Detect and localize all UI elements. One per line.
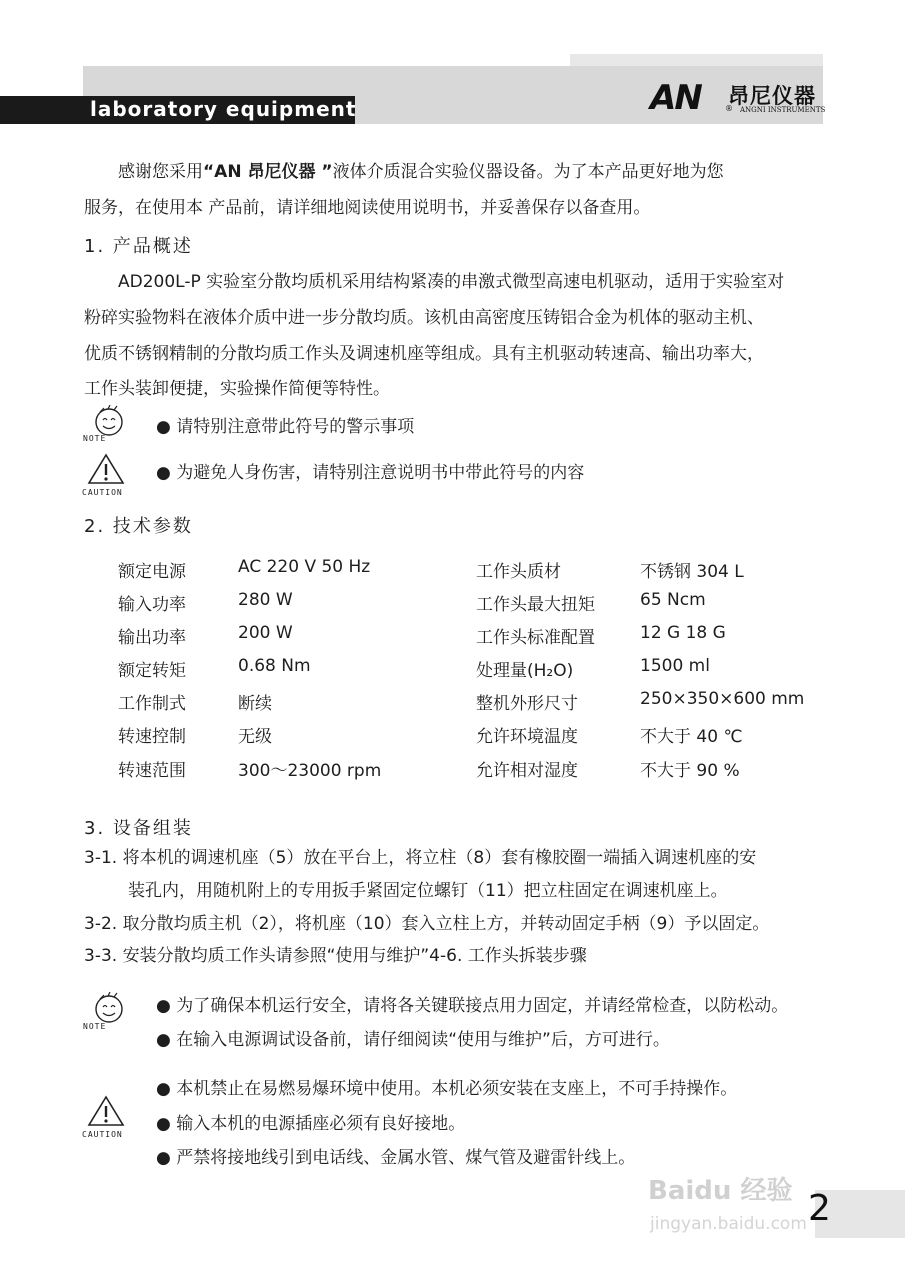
spec-key: 整机外形尺寸 (476, 694, 578, 714)
intro-line-1 (118, 160, 724, 184)
assembly-step: 3-3. 安装分散均质工作头请参照“使用与维护”4-6. 工作头拆装步骤 (84, 946, 587, 966)
spec-key: 额定电源 (118, 562, 186, 582)
spec-value: 0.68 Nm (238, 656, 311, 676)
intro-pre: 感谢您采用 (118, 162, 203, 182)
spec-key: 输入功率 (118, 595, 186, 615)
logo-english: ANGNI INSTRUMENTS (740, 106, 826, 114)
note-label: NOTE (83, 1022, 107, 1031)
note-icon (82, 991, 128, 1039)
assembly-step: 装孔内，用随机附上的专用扳手紧固定位螺钉（11）把立柱固定在调速机座上。 (128, 881, 728, 901)
note-icon (82, 404, 128, 452)
spec-key: 转速控制 (118, 727, 186, 747)
caution-icon (86, 452, 126, 490)
spec-value: 1500 ml (640, 656, 710, 676)
spec-key: 额定转矩 (118, 661, 186, 681)
section-1-heading: 1. 产品概述 (84, 236, 193, 257)
spec-key: 处理量(H₂O) (476, 661, 574, 681)
spec-value: 200 W (238, 623, 293, 643)
spec-key: 允许相对湿度 (476, 761, 578, 781)
spec-value: 不锈钢 304 L (640, 562, 744, 582)
note-label: NOTE (83, 434, 107, 443)
caution-label: CAUTION (82, 1130, 123, 1139)
note-text: ● 请特别注意带此符号的警示事项 (156, 417, 415, 437)
intro-brand: “AN 昂尼仪器 ” (203, 162, 333, 182)
watermark-url: jingyan.baidu.com (650, 1214, 807, 1234)
section-1-line: 优质不锈钢精制的分散均质工作头及调速机座等组成。具有主机驱动转速高、输出功率大， (84, 344, 764, 364)
assembly-step: 3-2. 取分散均质主机（2），将机座（10）套入立柱上方，并转动固定手柄（9）予以固定。 (84, 914, 770, 934)
caution-label: CAUTION (82, 488, 123, 497)
logo-mark: AN (650, 78, 701, 118)
spec-value: 无级 (238, 727, 272, 747)
spec-key: 工作头最大扭矩 (476, 595, 595, 615)
spec-key: 工作头标准配置 (476, 628, 595, 648)
header-title: laboratory equipment (90, 97, 357, 121)
spec-value: 300～23000 rpm (238, 761, 382, 781)
section-1-line: 工作头装卸便捷，实验操作简便等特性。 (84, 379, 390, 399)
spec-key: 转速范围 (118, 761, 186, 781)
section-2-heading: 2. 技术参数 (84, 516, 193, 537)
spec-key: 工作制式 (118, 694, 186, 714)
note-item: ● 为了确保本机运行安全，请将各关键联接点用力固定，并请经常检查，以防松动。 (156, 996, 789, 1016)
section-1-line: AD200L-P 实验室分散均质机采用结构紧凑的串激式微型高速电机驱动，适用于实验室对 (118, 272, 785, 292)
spec-key: 工作头质材 (476, 562, 561, 582)
spec-value: 65 Ncm (640, 590, 706, 610)
section-3-heading: 3. 设备组装 (84, 818, 193, 839)
spec-value: 280 W (238, 590, 293, 610)
intro-post: 液体介质混合实验仪器设备。为了本产品更好地为您 (332, 162, 724, 182)
section-1-line: 粉碎实验物料在液体介质中进一步分散均质。该机由高密度压铸铝合金为机体的驱动主机、 (84, 308, 764, 328)
watermark-logo: Baidu 经验 (648, 1176, 793, 1206)
spec-value: 250×350×600 mm (640, 689, 805, 709)
spec-key: 允许环境温度 (476, 727, 578, 747)
assembly-step: 3-1. 将本机的调速机座（5）放在平台上，将立柱（8）套有橡胶圈一端插入调速机座的安 (84, 848, 757, 868)
spec-value: 不大于 90 % (640, 761, 740, 781)
spec-value: AC 220 V 50 Hz (238, 557, 371, 577)
page-number: 2 (808, 1188, 831, 1229)
logo-registered: ® (725, 104, 733, 113)
caution-text: ● 为避免人身伤害，请特别注意说明书中带此符号的内容 (156, 463, 585, 483)
caution-icon (86, 1094, 126, 1132)
caution-item: ● 本机禁止在易燃易爆环境中使用。本机必须安装在支座上，不可手持操作。 (156, 1079, 738, 1099)
spec-value: 断续 (238, 694, 272, 714)
spec-value: 12 G 18 G (640, 623, 726, 643)
spec-key: 输出功率 (118, 628, 186, 648)
caution-item: ● 严禁将接地线引到电话线、金属水管、煤气管及避雷针线上。 (156, 1148, 636, 1168)
spec-value: 不大于 40 ℃ (640, 727, 743, 747)
intro-line-2: 服务，在使用本 产品前，请详细地阅读使用说明书，并妥善保存以备查用。 (84, 198, 651, 218)
logo-chinese: 昂尼仪器 (728, 84, 816, 108)
note-item: ● 在输入电源调试设备前，请仔细阅读“使用与维护”后，方可进行。 (156, 1030, 670, 1050)
caution-item: ● 输入本机的电源插座必须有良好接地。 (156, 1114, 466, 1134)
